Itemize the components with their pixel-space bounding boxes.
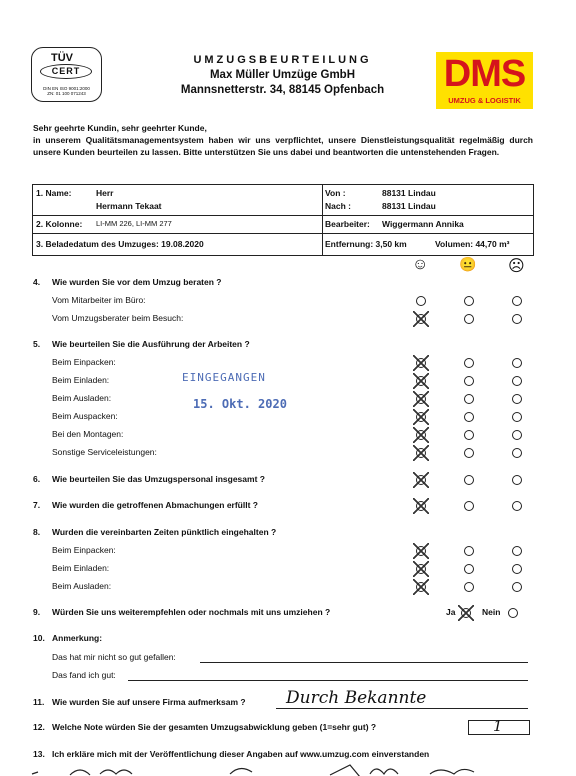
q8-1-option-sad[interactable] xyxy=(512,546,522,556)
q13-number: 13. xyxy=(33,749,45,759)
form-title: UMZUGSBEURTEILUNG xyxy=(193,54,372,66)
name-label: 1. Name: xyxy=(36,188,72,198)
q8-2-option-sad[interactable] xyxy=(512,564,522,574)
q6-option-happy[interactable] xyxy=(416,475,426,485)
q8-number: 8. xyxy=(33,527,41,537)
q5-item-2: Beim Einladen: xyxy=(52,375,110,385)
q10-question: Anmerkung: xyxy=(52,633,103,643)
q11-number: 11. xyxy=(33,697,45,707)
q5-5-option-happy[interactable] xyxy=(416,430,426,440)
q13-question: Ich erkläre mich mit der Veröffentlichung dieser Angaben auf www.umzug.com einverstanden xyxy=(52,749,430,759)
q4-2-option-sad[interactable] xyxy=(512,314,522,324)
q5-item-3: Beim Ausladen: xyxy=(52,393,112,403)
q9-option-nein[interactable] xyxy=(508,608,518,618)
intro-greeting: Sehr geehrte Kundin, sehr geehrter Kunde, xyxy=(33,123,207,133)
q5-5-option-sad[interactable] xyxy=(512,430,522,440)
q5-3-option-sad[interactable] xyxy=(512,394,522,404)
q5-number: 5. xyxy=(33,339,41,349)
bearbeiter-label: Bearbeiter: xyxy=(325,219,370,229)
q5-2-option-sad[interactable] xyxy=(512,376,522,386)
q8-item-2: Beim Einladen: xyxy=(52,563,110,573)
kolonne-value: LI-MM 226, LI-MM 277 xyxy=(96,219,172,228)
q10-number: 10. xyxy=(33,633,45,643)
q4-1-option-happy[interactable] xyxy=(416,296,426,306)
beladedatum: 3. Beladedatum des Umzuges: 19.08.2020 xyxy=(36,239,204,249)
q7-option-happy[interactable] xyxy=(416,501,426,511)
nach-label: Nach : xyxy=(325,201,351,211)
bearbeiter-value: Wiggermann Annika xyxy=(382,219,464,229)
q5-1-option-neutral[interactable] xyxy=(464,358,474,368)
q5-4-option-happy[interactable] xyxy=(416,412,426,422)
q5-item-1: Beim Einpacken: xyxy=(52,357,116,367)
q10-line-1-label: Das hat mir nicht so gut gefallen: xyxy=(52,652,176,662)
q9-question: Würden Sie uns weiterempfehlen oder nochmals mit uns umziehen ? xyxy=(52,607,331,617)
dms-logo xyxy=(436,52,533,109)
q9-nein-label: Nein xyxy=(482,607,501,617)
q5-6-option-happy[interactable] xyxy=(416,448,426,458)
dms-logo-subtitle: UMZUG & LOGISTIK xyxy=(448,96,521,105)
q8-3-option-neutral[interactable] xyxy=(464,582,474,592)
smiley-neutral-icon: 😐 xyxy=(459,256,477,272)
nach-value: 88131 Lindau xyxy=(382,201,436,211)
q5-5-option-neutral[interactable] xyxy=(464,430,474,440)
q9-ja-label: Ja xyxy=(446,607,456,617)
smiley-sad-icon: ☹ xyxy=(508,258,525,275)
q6-question: Wie beurteilen Sie das Umzugspersonal insgesamt ? xyxy=(52,474,265,484)
q7-option-neutral[interactable] xyxy=(464,501,474,511)
q6-option-neutral[interactable] xyxy=(464,475,474,485)
q8-question: Wurden die vereinbarten Zeiten pünktlich eingehalten ? xyxy=(52,527,277,537)
q11-question: Wie wurden Sie auf unsere Firma aufmerksam ? xyxy=(52,697,246,707)
q4-2-option-neutral[interactable] xyxy=(464,314,474,324)
q4-2-option-happy[interactable] xyxy=(416,314,426,324)
q12-grade-box[interactable] xyxy=(468,717,530,735)
entfernung: Entfernung: 3,50 km xyxy=(325,239,407,249)
received-stamp-date: 15. Okt. 2020 xyxy=(193,397,287,411)
q12-question: Welche Note würden Sie der gesamten Umzugsabwicklung geben (1=sehr gut) ? xyxy=(52,722,377,732)
q5-1-option-sad[interactable] xyxy=(512,358,522,368)
received-stamp-label: EINGEGANGEN xyxy=(182,371,266,384)
q10-line-2[interactable] xyxy=(128,680,528,681)
q5-question: Wie beurteilen Sie die Ausführung der Arbeiten ? xyxy=(52,339,250,349)
q8-2-option-neutral[interactable] xyxy=(464,564,474,574)
q5-3-option-happy[interactable] xyxy=(416,394,426,404)
tuv-logo-iso: DIN EN ISO 9001:2000 ZN: 01 100 071243 xyxy=(43,86,90,96)
tuv-logo-brand: TÜV xyxy=(51,52,73,64)
q8-item-3: Beim Ausladen: xyxy=(52,581,112,591)
q7-number: 7. xyxy=(33,500,41,510)
tuv-logo-cert: CERT xyxy=(40,64,92,79)
q11-answer-line[interactable] xyxy=(276,708,528,709)
q8-3-option-happy[interactable] xyxy=(416,582,426,592)
q11-answer: Durch Bekannte xyxy=(286,688,427,708)
volumen: Volumen: 44,70 m³ xyxy=(435,239,510,249)
q12-answer: 1 xyxy=(493,717,503,735)
q5-item-6: Sonstige Serviceleistungen: xyxy=(52,447,157,457)
von-label: Von : xyxy=(325,188,346,198)
q6-number: 6. xyxy=(33,474,41,484)
q7-question: Wie wurden die getroffenen Abmachungen erfüllt ? xyxy=(52,500,258,510)
q8-item-1: Beim Einpacken: xyxy=(52,545,116,555)
q4-number: 4. xyxy=(33,277,41,287)
dms-logo-text: DMS xyxy=(443,53,526,95)
q5-6-option-sad[interactable] xyxy=(512,448,522,458)
document-header xyxy=(150,54,415,96)
q8-1-option-neutral[interactable] xyxy=(464,546,474,556)
q7-option-sad[interactable] xyxy=(512,501,522,511)
customer-info-table xyxy=(32,184,534,256)
q4-item-1: Vom Mitarbeiter im Büro: xyxy=(52,295,146,305)
name-salutation: Herr xyxy=(96,188,114,198)
q10-line-2-label: Das fand ich gut: xyxy=(52,670,116,680)
q12-number: 12. xyxy=(33,722,45,732)
von-value: 88131 Lindau xyxy=(382,188,436,198)
q5-item-5: Bei den Montagen: xyxy=(52,429,124,439)
intro-body: in unserem Qualitätsmanagementsystem haben wir uns verpflichtet, unsere Dienstleistungsqualität regelmäßig durch unsere Kunden beurteilen zu lassen. Bitte unterstützen Sie uns dabei und beantworten die untenstehenden Fragen. xyxy=(33,135,533,157)
q5-2-option-neutral[interactable] xyxy=(464,376,474,386)
q5-2-option-happy[interactable] xyxy=(416,376,426,386)
q8-1-option-happy[interactable] xyxy=(416,546,426,556)
q4-1-option-neutral[interactable] xyxy=(464,296,474,306)
q4-1-option-sad[interactable] xyxy=(512,296,522,306)
name-value: Hermann Tekaat xyxy=(96,201,162,211)
q5-item-4: Beim Auspacken: xyxy=(52,411,118,421)
q5-4-option-neutral[interactable] xyxy=(464,412,474,422)
tuv-cert-logo xyxy=(31,47,102,102)
q5-1-option-happy[interactable] xyxy=(416,358,426,368)
q9-number: 9. xyxy=(33,607,41,617)
q9-option-ja[interactable] xyxy=(461,608,471,618)
q5-4-option-sad[interactable] xyxy=(512,412,522,422)
signature-line-scribble xyxy=(30,762,500,776)
q4-item-2: Vom Umzugsberater beim Besuch: xyxy=(52,313,184,323)
q8-3-option-sad[interactable] xyxy=(512,582,522,592)
intro-text xyxy=(33,122,533,158)
q4-question: Wie wurden Sie vor dem Umzug beraten ? xyxy=(52,277,222,287)
q8-2-option-happy[interactable] xyxy=(416,564,426,574)
q6-option-sad[interactable] xyxy=(512,475,522,485)
q5-3-option-neutral[interactable] xyxy=(464,394,474,404)
q5-6-option-neutral[interactable] xyxy=(464,448,474,458)
smiley-happy-icon: ☺ xyxy=(412,256,429,273)
kolonne-label: 2. Kolonne: xyxy=(36,219,83,229)
company-address: Mannsnetterstr. 34, 88145 Opfenbach xyxy=(180,84,385,96)
company-name: Max Müller Umzüge GmbH xyxy=(209,69,356,81)
q10-line-1[interactable] xyxy=(200,662,528,663)
